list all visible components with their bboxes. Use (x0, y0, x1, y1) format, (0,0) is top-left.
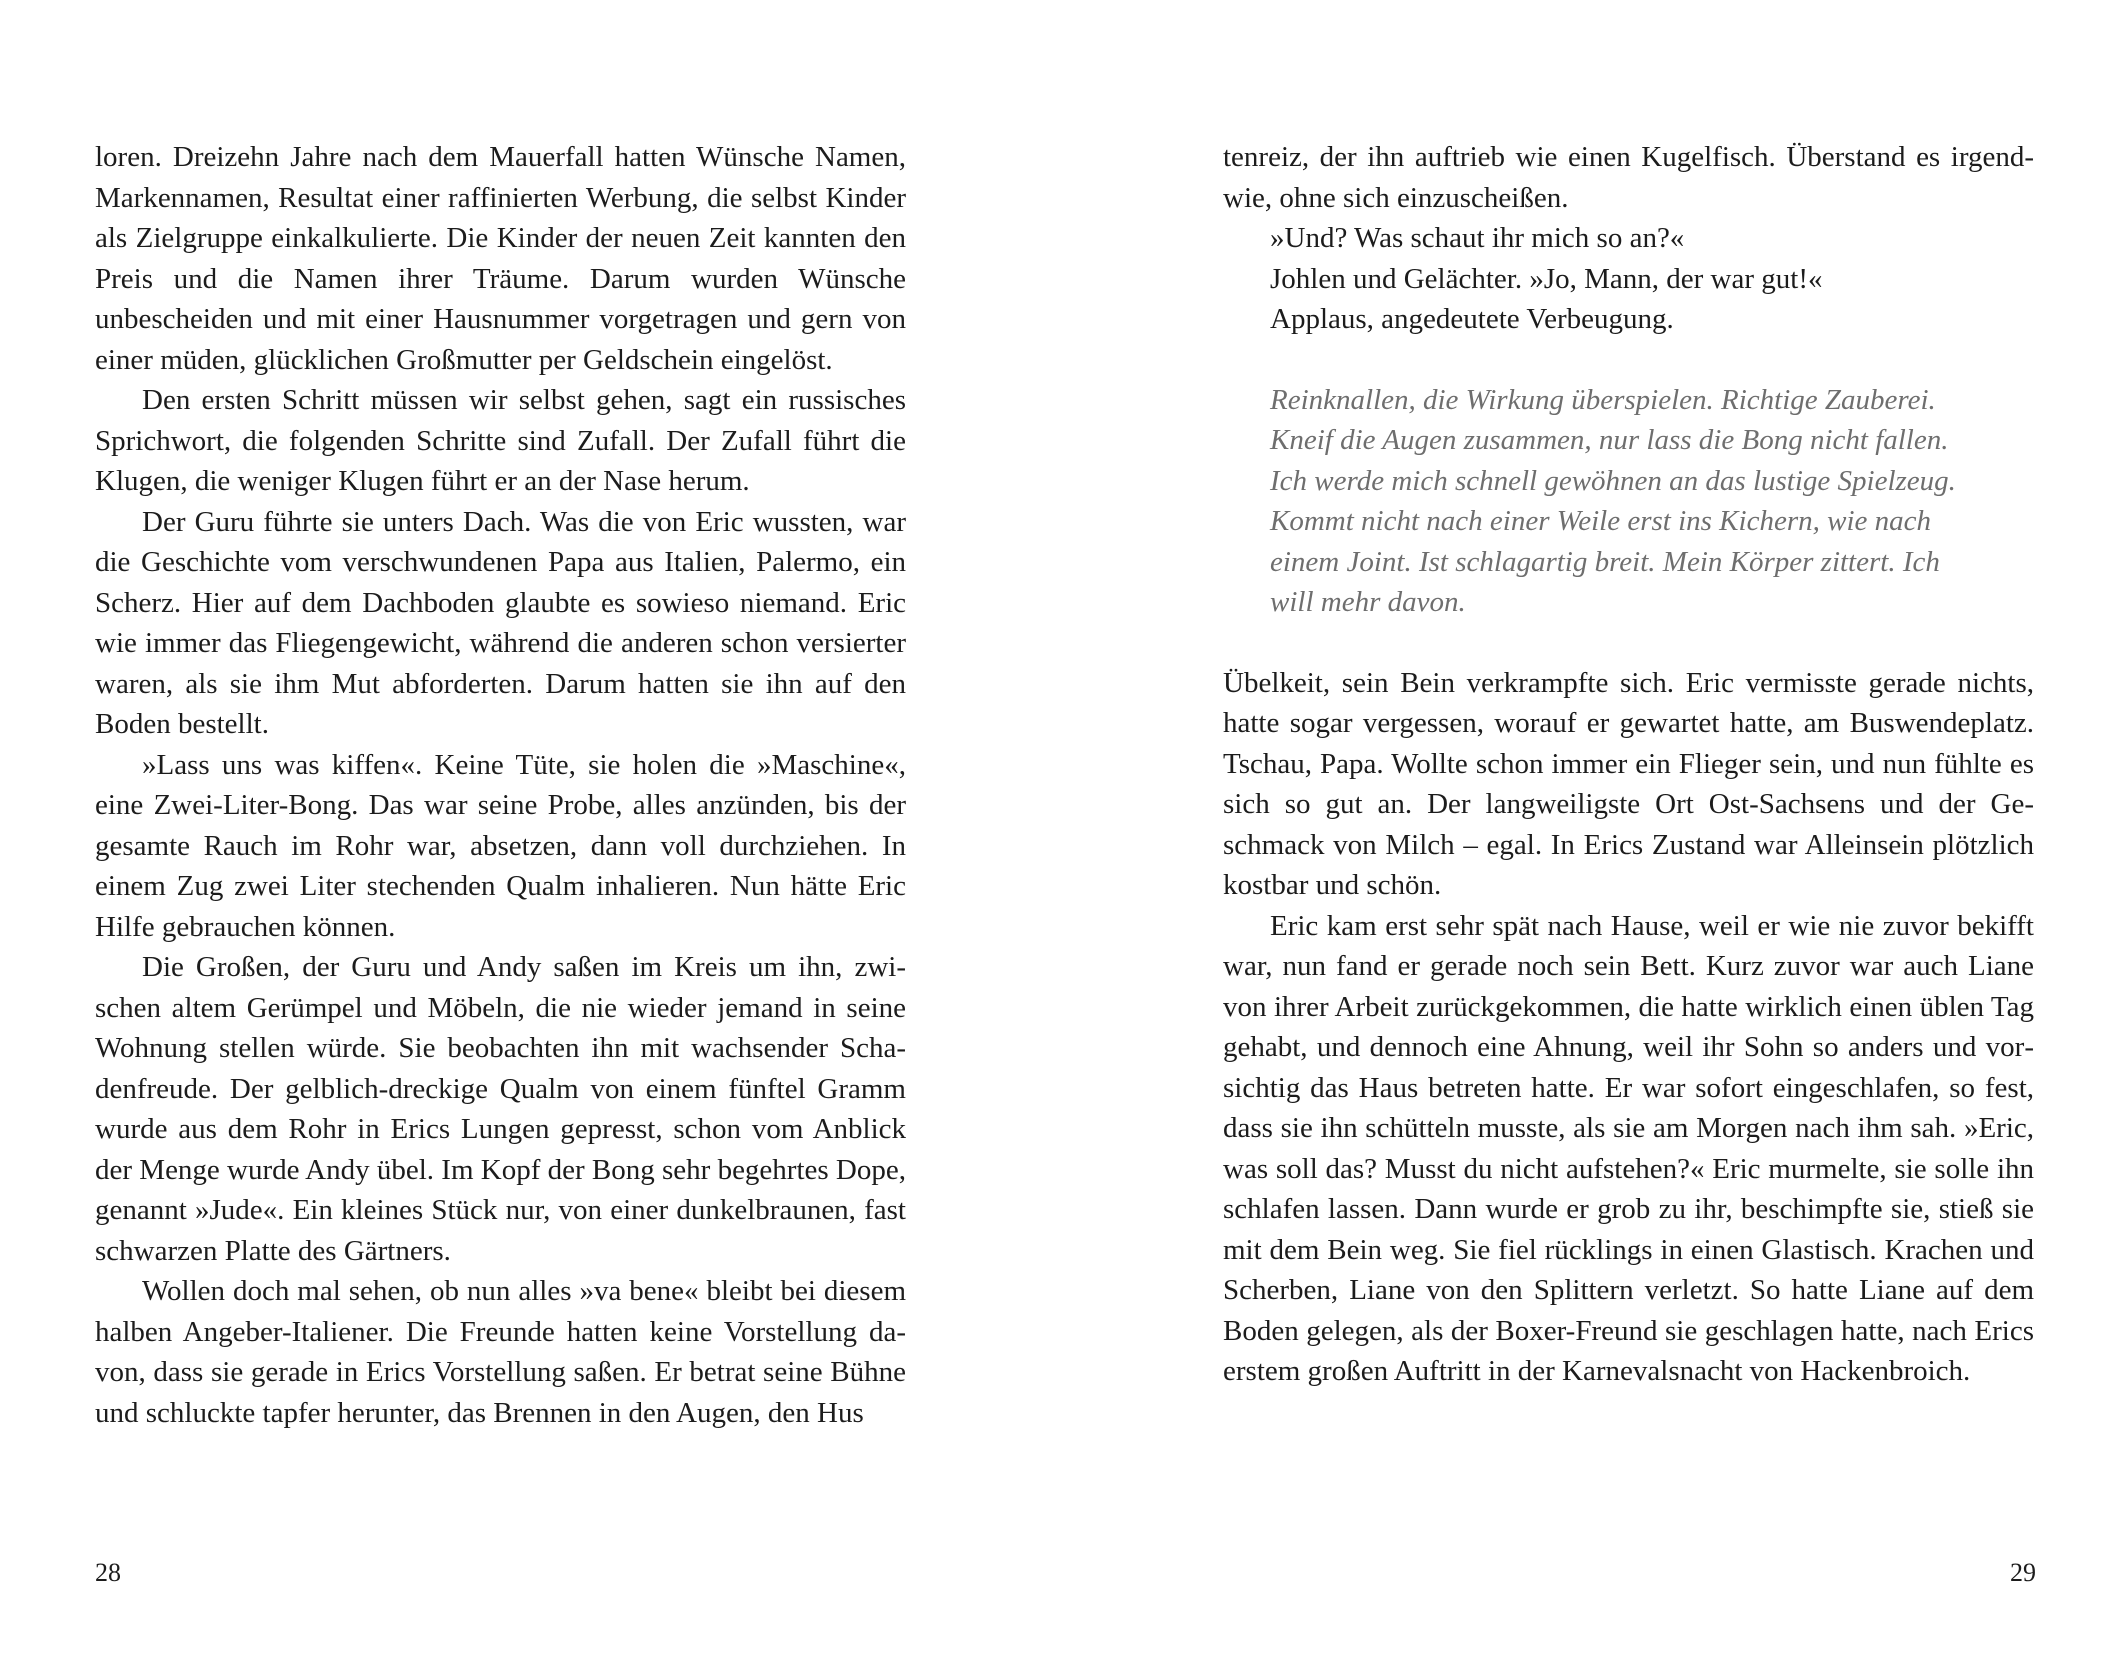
verse-line-2: Kneif die Augen zusammen, nur lass die Bong nicht fallen. (1270, 424, 1949, 456)
verse-line-5: einem Joint. Ist schlagartig breit. Mein Körper zittert. Ich (1270, 545, 1940, 578)
dialog-line-2: Johlen und Gelächter. »Jo, Mann, der war gut!« (1270, 262, 1823, 295)
left-paragraph-1: loren. Dreizehn Jahre nach dem Mauerfall hatten Wünsche Namen, Markennamen, Resultat einer raffinierten Werbung, die selbst Kinder als Zielgruppe einkalkulierte. Die Kinder der neuen Zeit kannten den Preis und die Namen ihrer Träume. Darum wurden Wünsche unbescheiden und mit einer Hausnummer vorgetragen und gern von einer müden, glücklichen Großmutter per Geldschein eingelöst. (95, 141, 906, 376)
page-number-left: 28 (95, 1558, 121, 1587)
left-paragraph-4: »Lass uns was kiffen«. Keine Tüte, sie holen die »Maschine«, eine Zwei-Liter-Bong. Das war seine Probe, alles anzünden, bis der gesamte Rauch im Rohr war, absetzen, dann voll durchziehen. In einem Zug zwei Liter stechenden Qualm inhalieren. Nun hätte Eric Hilfe gebrauchen können. (95, 748, 906, 943)
right-text-column (1223, 137, 2034, 1392)
right-paragraph-1: Übelkeit, sein Bein verkrampfte sich. Eric vermisste gerade nichts, hatte sogar vergessen, worauf er gewartet hatte, am Buswendeplatz. Tschau, Papa. Wollte schon immer ein Flieger sein, und nun fühlte es sich so gut an. Der langweiligste Ort Ost-Sachsens und der Geschmack von Milch – egal. In Erics Zustand war Alleinsein plötzlich kostbar und schön. (1223, 666, 2034, 901)
verse-line-3: Ich werde mich schnell gewöhnen an das lustige Spielzeug. (1270, 464, 1956, 497)
dialog-line-3: Applaus, angedeutete Verbeugung. (1270, 303, 1674, 335)
dialog-line-1: »Und? Was schaut ihr mich so an?« (1270, 222, 1685, 254)
left-text-column (95, 137, 906, 1433)
right-page (1063, 0, 2126, 1654)
left-paragraph-3: Der Guru führte sie unters Dach. Was die von Eric wussten, war die Geschichte vom verschwundenen Papa aus Italien, Palermo, ein Scherz. Hier auf dem Dachboden glaubte es sowieso niemand. Eric wie immer das Fliegengewicht, während die anderen schon versierter waren, als sie ihm Mut abforderten. Darum hatten sie ihn auf den Boden bestellt. (95, 505, 906, 740)
page-number-right: 29 (2010, 1558, 2036, 1587)
left-paragraph-2: Den ersten Schritt müssen wir selbst gehen, sagt ein russisches Sprichwort, die folgenden Schritte sind Zufall. Der Zufall führt die Klugen, die weniger Klugen führt er an der Nase herum. (95, 384, 906, 497)
italic-inner-monologue (1270, 380, 2034, 623)
right-opening-paragraph: tenreiz, der ihn auftrieb wie einen Kugelfisch. Überstand es irgendwie, ohne sich einzuscheißen. (1223, 141, 2034, 214)
verse-line-4: Kommt nicht nach einer Weile erst ins Kichern, wie nach (1270, 505, 1931, 537)
left-paragraph-6: Wollen doch mal sehen, ob nun alles »va bene« bleibt bei diesem halben Angeber-Italiener. Die Freunde hatten keine Vorstellung davon, dass sie gerade in Erics Vorstellung saßen. Er betrat seine Bühne und schluckte tapfer herunter, das Brennen in den Augen, den Hus (95, 1275, 906, 1429)
verse-line-6: will mehr davon. (1270, 586, 1466, 618)
verse-line-1: Reinknallen, die Wirkung überspielen. Richtige Zauberei. (1270, 383, 1936, 416)
left-paragraph-5: Die Großen, der Guru und Andy saßen im Kreis um ihn, zwischen altem Gerümpel und Möbeln, die nie wieder jemand in seine Wohnung stellen würde. Sie beobachten ihn mit wachsender Schadenfreude. Der gelblich-dreckige Qualm von einem fünftel Gramm wurde aus dem Rohr in Erics Lungen gepresst, schon vom Anblick der Menge wurde Andy übel. Im Kopf der Bong sehr begehrtes Dope, genannt »Jude«. Ein kleines Stück nur, von einer dunkelbraunen, fast schwarzen Platte des Gärtners. (95, 951, 906, 1267)
right-paragraph-2: Eric kam erst sehr spät nach Hause, weil er wie nie zuvor bekifft war, nun fand er gerade noch sein Bett. Kurz zuvor war auch Liane von ihrer Arbeit zurückgekommen, die hatte wirklich einen üblen Tag gehabt, und dennoch eine Ahnung, weil ihr Sohn so anders und vorsichtig das Haus betreten hatte. Er war sofort eingeschlafen, so fest, dass sie ihn schütteln musste, als sie am Morgen nach ihm sah. »Eric, was soll das? Musst du nicht aufstehen?« Eric murmelte, sie solle ihn schlafen lassen. Dann wurde er grob zu ihr, beschimpfte sie, stieß sie mit dem Bein weg. Sie fiel rücklings in einen Glastisch. Krachen und Scherben, Liane von den Splittern verletzt. So hatte Liane auf dem Boden gelegen, als der Boxer-Freund sie geschlagen hatte, nach Erics erstem großen Auftritt in der Karnevalsnacht von Hackenbroich. (1223, 909, 2034, 1387)
